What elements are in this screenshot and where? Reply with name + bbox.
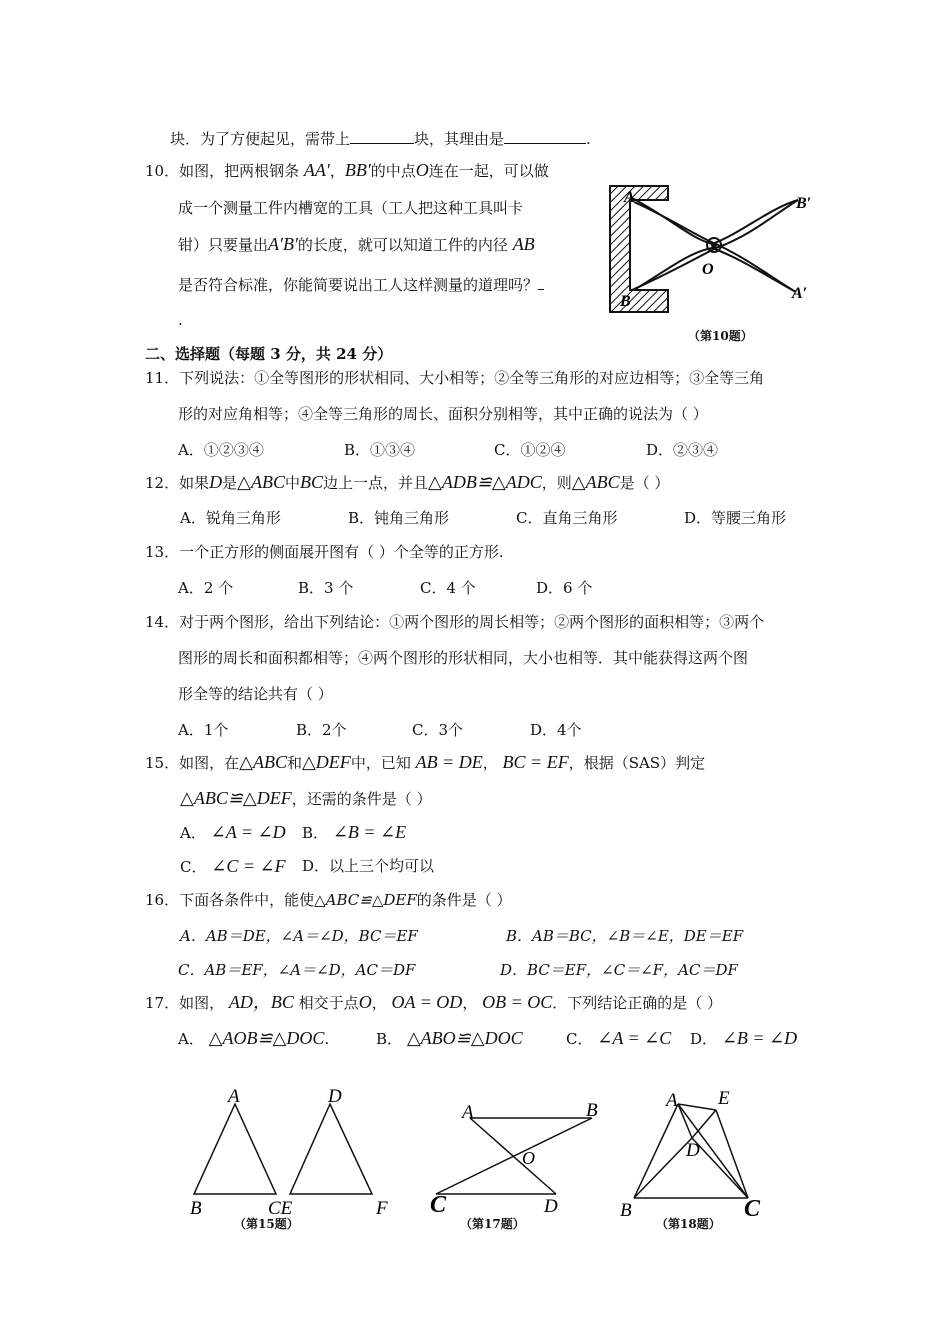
q14-line3: 形全等的结论共有（ ） [178, 685, 333, 703]
q15-option-d[interactable]: D．以上三个均可以 [302, 857, 435, 875]
q12-option-c[interactable]: C．直角三角形 [516, 509, 618, 527]
label-O: O [702, 261, 714, 278]
q16-option-d[interactable]: D．BC＝EF，∠C＝∠F，AC＝DF [500, 961, 738, 979]
q11-line1: 11．下列说法：①全等图形的形状相同、大小相等；②全等三角形的对应边相等；③全等三角 [145, 369, 765, 387]
q11-option-a[interactable]: A．①②③④ [178, 441, 264, 459]
label-B: B [190, 1198, 202, 1219]
label-A-prime: A′ [792, 285, 808, 302]
q11-line2: 形的对应角相等；④全等三角形的周长、面积分别相等，其中正确的说法为（ ） [178, 405, 708, 423]
q9-continuation: 块．为了方便起见，需带上 块，其理由是 . [170, 130, 591, 148]
q13-option-a[interactable]: A．2 个 [178, 579, 234, 597]
q15-line1: 15．如图，在△ABC和△DEF中，已知 AB = DE， BC = EF，根据（SAS）判定 [145, 752, 706, 772]
q12-option-a[interactable]: A．锐角三角形 [180, 509, 281, 527]
label-B: B [586, 1100, 598, 1121]
label-C: C [430, 1192, 447, 1218]
label-D: D [686, 1140, 700, 1161]
q16-option-b[interactable]: B．AB＝BC，∠B＝∠E，DE＝EF [506, 927, 744, 945]
q10-line3: 钳）只要量出A′B′的长度，就可以知道工件的内径 AB [178, 234, 535, 254]
label-O: O [522, 1148, 535, 1168]
label-B: B [620, 293, 631, 310]
label-D: D [328, 1086, 342, 1107]
q16-option-a[interactable]: A．AB＝DE，∠A＝∠D，BC＝EF [180, 927, 418, 945]
q13-option-c[interactable]: C．4 个 [420, 579, 476, 597]
answer-blank[interactable] [538, 274, 544, 290]
q17-option-c[interactable]: C． ∠A = ∠C [566, 1028, 672, 1048]
q15-option-a[interactable]: A． ∠A = ∠D [180, 822, 286, 842]
answer-blank[interactable] [350, 128, 414, 144]
q10-line1: 10．如图，把两根钢条 AA′，BB′的中点O连在一起，可以做 [145, 160, 549, 180]
answer-blank[interactable] [504, 128, 586, 144]
q15-option-c[interactable]: C． ∠C = ∠F [180, 856, 286, 876]
q12-stem: 12．如果D是△ABC中BC边上一点，并且△ADB≌△ADC，则△ABC是（ ） [145, 472, 670, 492]
figure-17-crossing [426, 1090, 606, 1220]
q12-option-b[interactable]: B．钝角三角形 [348, 509, 450, 527]
label-A: A [666, 1090, 678, 1111]
q13-option-d[interactable]: D．6 个 [536, 579, 593, 597]
q14-option-c[interactable]: C．3个 [412, 721, 464, 739]
q13-stem: 13．一个正方形的侧面展开图有（ ）个全等的正方形. [145, 543, 504, 561]
q15-line2: △ABC≌△DEF，还需的条件是（ ） [180, 788, 432, 808]
triangle-def [290, 1104, 372, 1194]
label-A: A [462, 1102, 474, 1123]
label-A: A [624, 189, 635, 206]
label-E: E [718, 1088, 730, 1109]
q17-option-a[interactable]: A． △AOB≌△DOC. [178, 1028, 330, 1048]
label-D: D [544, 1196, 558, 1217]
figure-18-caption: （第18题） [656, 1217, 721, 1231]
q14-line2: 图形的周长和面积都相等；④两个图形的形状相同，大小也相等．其中能获得这两个图 [178, 649, 749, 667]
q16-stem: 16．下面各条件中，能使△ABC≌△DEF的条件是（ ） [145, 891, 512, 909]
q17-option-b[interactable]: B． △ABO≌△DOC [376, 1028, 523, 1048]
q17-option-d[interactable]: D． ∠B = ∠D [690, 1028, 798, 1048]
q17-stem: 17．如图， AD，BC 相交于点O， OA = OD， OB = OC．下列结论正确的是（ ） [145, 992, 723, 1012]
label-B: B [620, 1200, 632, 1221]
q12-option-d[interactable]: D．等腰三角形 [684, 509, 787, 527]
figure-15-triangles [180, 1082, 400, 1222]
q11-option-c[interactable]: C．①②④ [494, 441, 566, 459]
figure-15-caption: （第15题） [234, 1217, 299, 1231]
triangle-abc [194, 1104, 276, 1194]
figure-10-caliper [600, 178, 830, 318]
q14-option-a[interactable]: A．1个 [178, 721, 229, 739]
figure-10-caption: （第10题） [688, 329, 753, 343]
label-B-prime: B′ [796, 195, 812, 212]
q16-option-c[interactable]: C．AB＝EF，∠A＝∠D，AC＝DF [178, 961, 416, 979]
q15-option-b[interactable]: B． ∠B = ∠E [302, 822, 407, 842]
label-F: F [376, 1198, 388, 1219]
figure-18-triangles [616, 1082, 776, 1222]
q14-option-b[interactable]: B．2个 [296, 721, 347, 739]
q14-option-d[interactable]: D．4个 [530, 721, 582, 739]
q11-option-d[interactable]: D．②③④ [646, 441, 719, 459]
label-CE: CE [268, 1198, 293, 1219]
q14-line1: 14．对于两个图形，给出下列结论：①两个图形的周长相等；②两个图形的面积相等；③两个 [145, 613, 765, 631]
q13-option-b[interactable]: B．3 个 [298, 579, 354, 597]
label-A: A [228, 1086, 240, 1107]
figure-17-caption: （第17题） [460, 1217, 525, 1231]
section-2-heading: 二、选择题（每题 3 分，共 24 分） [145, 345, 393, 363]
q10-line2: 成一个测量工件内槽宽的工具（工人把这种工具叫卡 [178, 199, 524, 217]
q10-line4: 是否符合标准，你能简要说出工人这样测量的道理吗？ [178, 274, 544, 295]
label-C: C [744, 1196, 761, 1222]
q10-line5: . [178, 311, 183, 329]
q11-option-b[interactable]: B．①③④ [344, 441, 416, 459]
